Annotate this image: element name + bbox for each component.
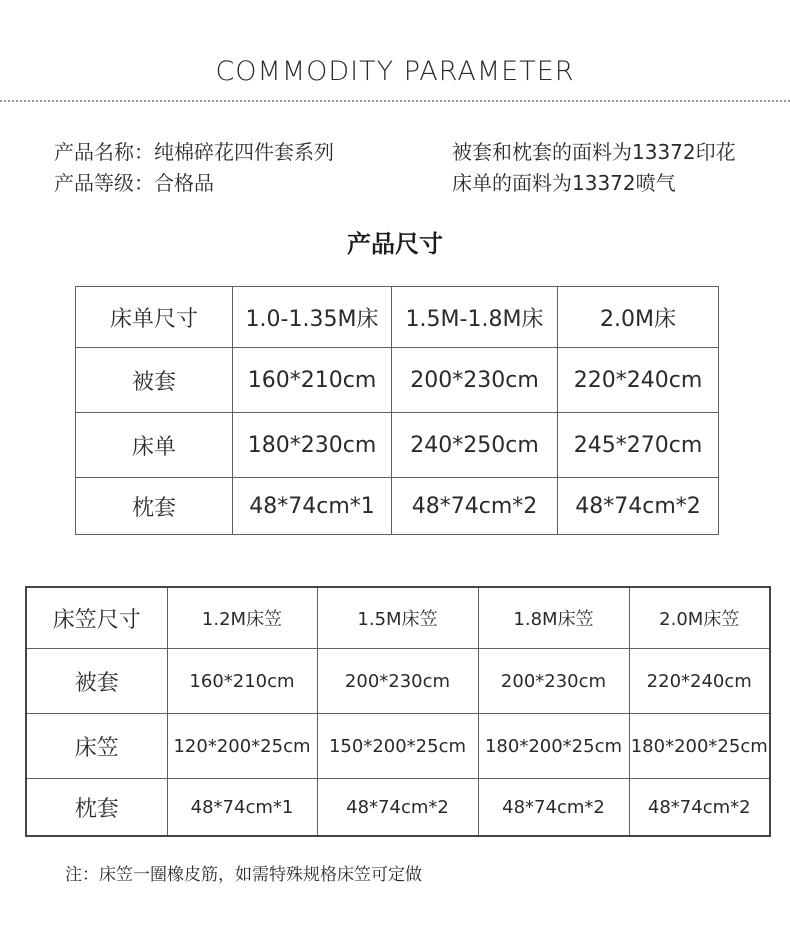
row-label: 床单 — [76, 413, 233, 478]
table-row — [76, 478, 719, 535]
table-cell: 160*210cm — [233, 348, 392, 413]
table-cell: 180*200*25cm — [478, 714, 629, 779]
table-header-cell: 2.0M床 — [558, 287, 719, 348]
table-cell: 220*240cm — [558, 348, 719, 413]
table-header-cell: 床笠尺寸 — [26, 587, 167, 649]
table-cell: 48*74cm*2 — [478, 779, 629, 837]
table-row — [76, 348, 719, 413]
table-cell: 150*200*25cm — [317, 714, 478, 779]
table-row — [76, 413, 719, 478]
table-row — [26, 649, 770, 714]
table-row — [26, 779, 770, 837]
fabric-note-1: 被套和枕套的面料为13372印花 — [452, 140, 736, 164]
row-label: 床笠 — [26, 714, 167, 779]
table-cell: 48*74cm*2 — [392, 478, 558, 535]
row-label: 被套 — [26, 649, 167, 714]
row-label: 枕套 — [76, 478, 233, 535]
table-cell: 120*200*25cm — [167, 714, 317, 779]
table-cell: 200*230cm — [392, 348, 558, 413]
table-header-row — [26, 587, 770, 649]
table-cell: 48*74cm*2 — [317, 779, 478, 837]
table-header-cell: 1.2M床笠 — [167, 587, 317, 649]
row-label: 枕套 — [26, 779, 167, 837]
table-cell: 48*74cm*1 — [233, 478, 392, 535]
table-header-row — [76, 287, 719, 348]
size-table-fitted-sheet — [25, 586, 771, 837]
table-header-cell: 1.5M床笠 — [317, 587, 478, 649]
table-header-cell: 1.0-1.35M床 — [233, 287, 392, 348]
page-title: COMMODITY PARAMETER — [215, 56, 575, 87]
table-header-cell: 2.0M床笠 — [629, 587, 770, 649]
table-header-cell: 床单尺寸 — [76, 287, 233, 348]
table-cell: 200*230cm — [317, 649, 478, 714]
table-cell: 180*200*25cm — [629, 714, 770, 779]
product-name: 产品名称：纯棉碎花四件套系列 — [54, 140, 334, 164]
fabric-note-2: 床单的面料为13372喷气 — [452, 171, 676, 195]
table-cell: 48*74cm*2 — [558, 478, 719, 535]
size-table-sheet — [75, 286, 719, 535]
dotted-divider — [0, 100, 790, 102]
table-cell: 245*270cm — [558, 413, 719, 478]
table-cell: 48*74cm*2 — [629, 779, 770, 837]
table-cell: 240*250cm — [392, 413, 558, 478]
table-cell: 160*210cm — [167, 649, 317, 714]
section-title: 产品尺寸 — [347, 230, 443, 258]
table-row — [26, 714, 770, 779]
table-cell: 180*230cm — [233, 413, 392, 478]
table-header-cell: 1.5M-1.8M床 — [392, 287, 558, 348]
row-label: 被套 — [76, 348, 233, 413]
footnote: 注：床笠一圈橡皮筋，如需特殊规格床笠可定做 — [65, 865, 422, 885]
product-grade: 产品等级：合格品 — [54, 171, 214, 195]
table-header-cell: 1.8M床笠 — [478, 587, 629, 649]
table-cell: 200*230cm — [478, 649, 629, 714]
table-cell: 220*240cm — [629, 649, 770, 714]
table-cell: 48*74cm*1 — [167, 779, 317, 837]
